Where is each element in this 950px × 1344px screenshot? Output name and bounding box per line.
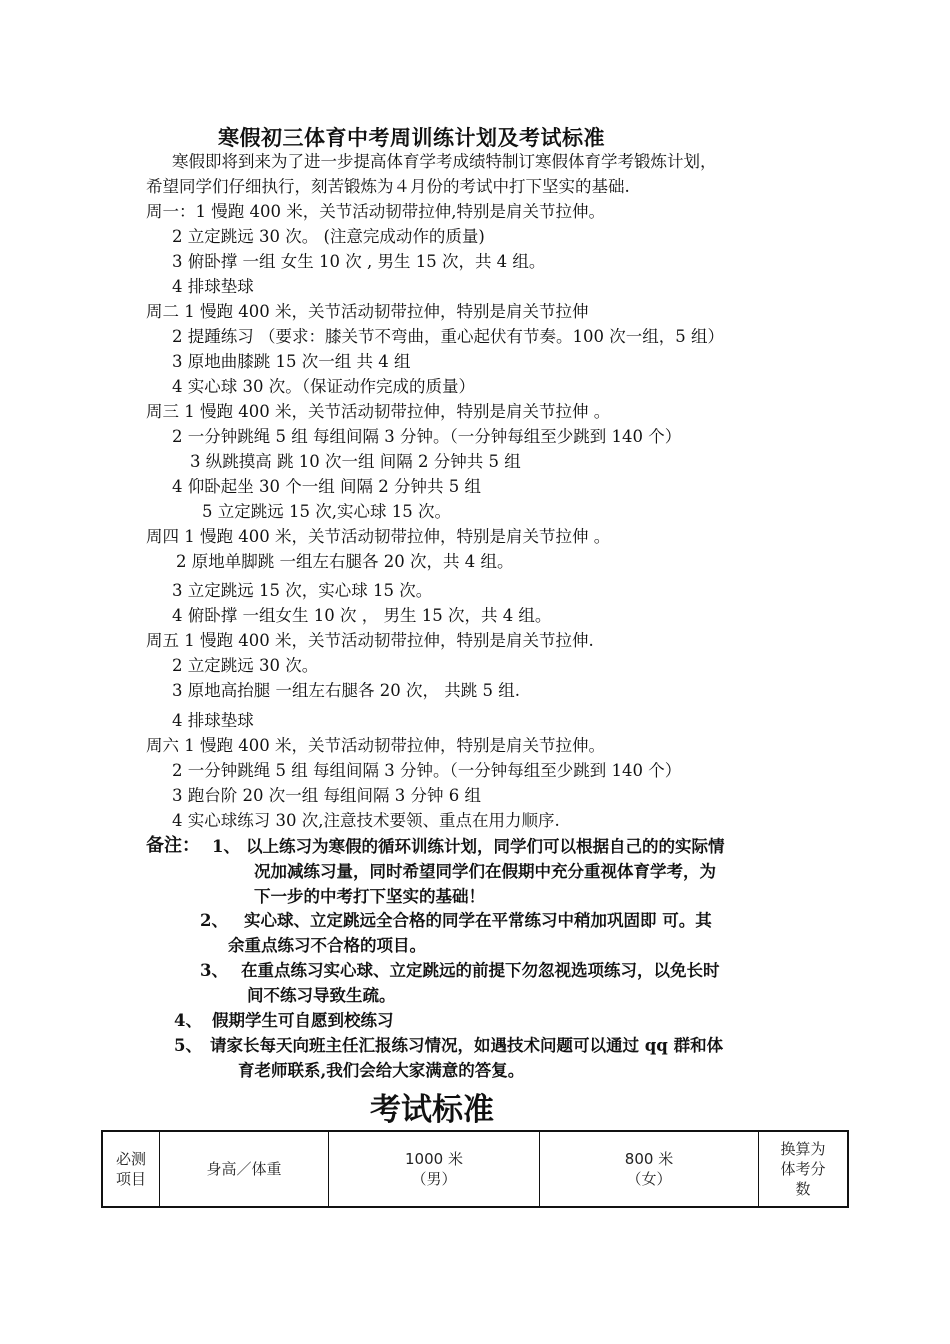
wednesday-line-5: 5 立定跳远 15 次,实心球 15 次。 [202, 502, 451, 521]
document-title: 寒假初三体育中考周训练计划及考试标准 [218, 125, 605, 150]
tuesday-line-3: 3 原地曲膝跳 15 次一组 共 4 组 [172, 352, 411, 371]
friday-line-3: 3 原地高抬腿 一组左右腿各 20 次， 共跳 5 组. [172, 681, 520, 700]
monday-line-4: 4 排球垫球 [172, 277, 254, 296]
note-4-number: 4、 [174, 1011, 202, 1030]
header-800m-line-2: （女） [626, 1170, 672, 1188]
saturday-line-1: 周六 1 慢跑 400 米，关节活动韧带拉伸，特别是肩关节拉伸。 [146, 736, 605, 755]
monday-line-2: 2 立定跳远 30 次。 (注意完成动作的质量) [172, 227, 485, 246]
tuesday-line-4: 4 实心球 30 次。（保证动作完成的质量） [172, 377, 475, 396]
header-converted-score-line-2: 体考分 [780, 1160, 826, 1178]
note-2-line-1: 实心球、立定跳远全合格的同学在平常练习中稍加巩固即 可。其 [244, 911, 712, 930]
header-required-items-line-2: 项目 [115, 1170, 146, 1188]
saturday-line-3: 3 跑台阶 20 次一组 每组间隔 3 分钟 6 组 [172, 786, 481, 805]
monday-line-3: 3 俯卧撑 一组 女生 10 次 , 男生 15 次，共 4 组。 [172, 252, 546, 271]
note-3-line-2: 间不练习导致生疏。 [247, 986, 396, 1005]
header-1000m [329, 1131, 540, 1207]
thursday-line-2: 2 原地单脚跳 一组左右腿各 20 次，共 4 组。 [176, 552, 514, 571]
header-required-items [102, 1131, 160, 1207]
header-height-weight-label: 身高／体重 [206, 1160, 282, 1178]
header-required-items-line-1: 必测 [115, 1150, 146, 1168]
tuesday-line-1: 周二 1 慢跑 400 米，关节活动韧带拉伸，特别是肩关节拉伸 [146, 302, 589, 321]
saturday-line-2: 2 一分钟跳绳 5 组 每组间隔 3 分钟。（一分钟每组至少跳到 140 个） [172, 761, 682, 780]
note-1-line-3: 下一步的中考打下坚实的基础！ [254, 887, 485, 906]
wednesday-line-4: 4 仰卧起坐 30 个一组 间隔 2 分钟共 5 组 [172, 477, 481, 496]
saturday-line-4: 4 实心球练习 30 次,注意技术要领、重点在用力顺序. [172, 811, 560, 830]
note-4-line-1: 假期学生可自愿到校练习 [212, 1011, 394, 1030]
header-1000m-line-2: （男） [411, 1170, 457, 1188]
intro-line-2: 希望同学们仔细执行，刻苦锻炼为４月份的考试中打下坚实的基础. [146, 177, 630, 196]
note-1-number: 1、 [212, 837, 240, 856]
note-5-number: 5、 [174, 1036, 202, 1055]
header-1000m-line-1: 1000 米 [405, 1150, 463, 1168]
tuesday-line-2: 2 提踵练习 （要求：膝关节不弯曲，重心起伏有节奏。100 次一组，5 组） [172, 327, 724, 346]
note-3-number: 3、 [200, 961, 228, 980]
friday-line-1: 周五 1 慢跑 400 米，关节活动韧带拉伸，特别是肩关节拉伸. [146, 631, 594, 650]
monday-line-1: 周一：1 慢跑 400 米，关节活动韧带拉伸,特别是肩关节拉伸。 [146, 202, 605, 221]
header-800m [540, 1131, 759, 1207]
note-3-line-1: 在重点练习实心球、立定跳远的前提下勿忽视选项练习，以免长时 [241, 961, 720, 980]
wednesday-line-2: 2 一分钟跳绳 5 组 每组间隔 3 分钟。（一分钟每组至少跳到 140 个） [172, 427, 682, 446]
thursday-line-3: 3 立定跳远 15 次，实心球 15 次。 [172, 581, 433, 600]
note-1-line-1: 以上练习为寒假的循环训练计划，同学们可以根据自己的的实际情 [246, 837, 725, 856]
thursday-line-1: 周四 1 慢跑 400 米，关节活动韧带拉伸，特别是肩关节拉伸 。 [146, 527, 611, 546]
wednesday-line-3: 3 纵跳摸高 跳 10 次一组 间隔 2 分钟共 5 组 [190, 452, 521, 471]
note-5-line-1: 请家长每天向班主任汇报练习情况，如遇技术问题可以通过 qq 群和体 [210, 1036, 724, 1055]
exam-standard-table [101, 1130, 849, 1208]
table-header-row [102, 1131, 848, 1207]
header-height-weight [160, 1131, 329, 1207]
header-converted-score [759, 1131, 849, 1207]
note-2-line-2: 余重点练习不合格的项目。 [228, 936, 426, 955]
thursday-line-4: 4 俯卧撑 一组女生 10 次 ， 男生 15 次，共 4 组。 [172, 606, 552, 625]
header-converted-score-line-1: 换算为 [780, 1140, 826, 1158]
notes-label: 备注： [146, 835, 200, 856]
friday-line-4: 4 排球垫球 [172, 711, 254, 730]
header-800m-line-1: 800 米 [624, 1150, 674, 1168]
note-1-line-2: 况加减练习量，同时希望同学们在假期中充分重视体育学考，为 [254, 862, 716, 881]
intro-line-1: 寒假即将到来为了进一步提高体育学考成绩特制订寒假体育学考锻炼计划， [172, 152, 717, 171]
exam-standard-title: 考试标准 [370, 1092, 494, 1128]
friday-line-2: 2 立定跳远 30 次。 [172, 656, 319, 675]
note-2-number: 2、 [200, 911, 228, 930]
wednesday-line-1: 周三 1 慢跑 400 米，关节活动韧带拉伸，特别是肩关节拉伸 。 [146, 402, 611, 421]
note-5-line-2: 育老师联系,我们会给大家满意的答复。 [238, 1061, 525, 1080]
header-converted-score-line-3: 数 [795, 1180, 811, 1198]
